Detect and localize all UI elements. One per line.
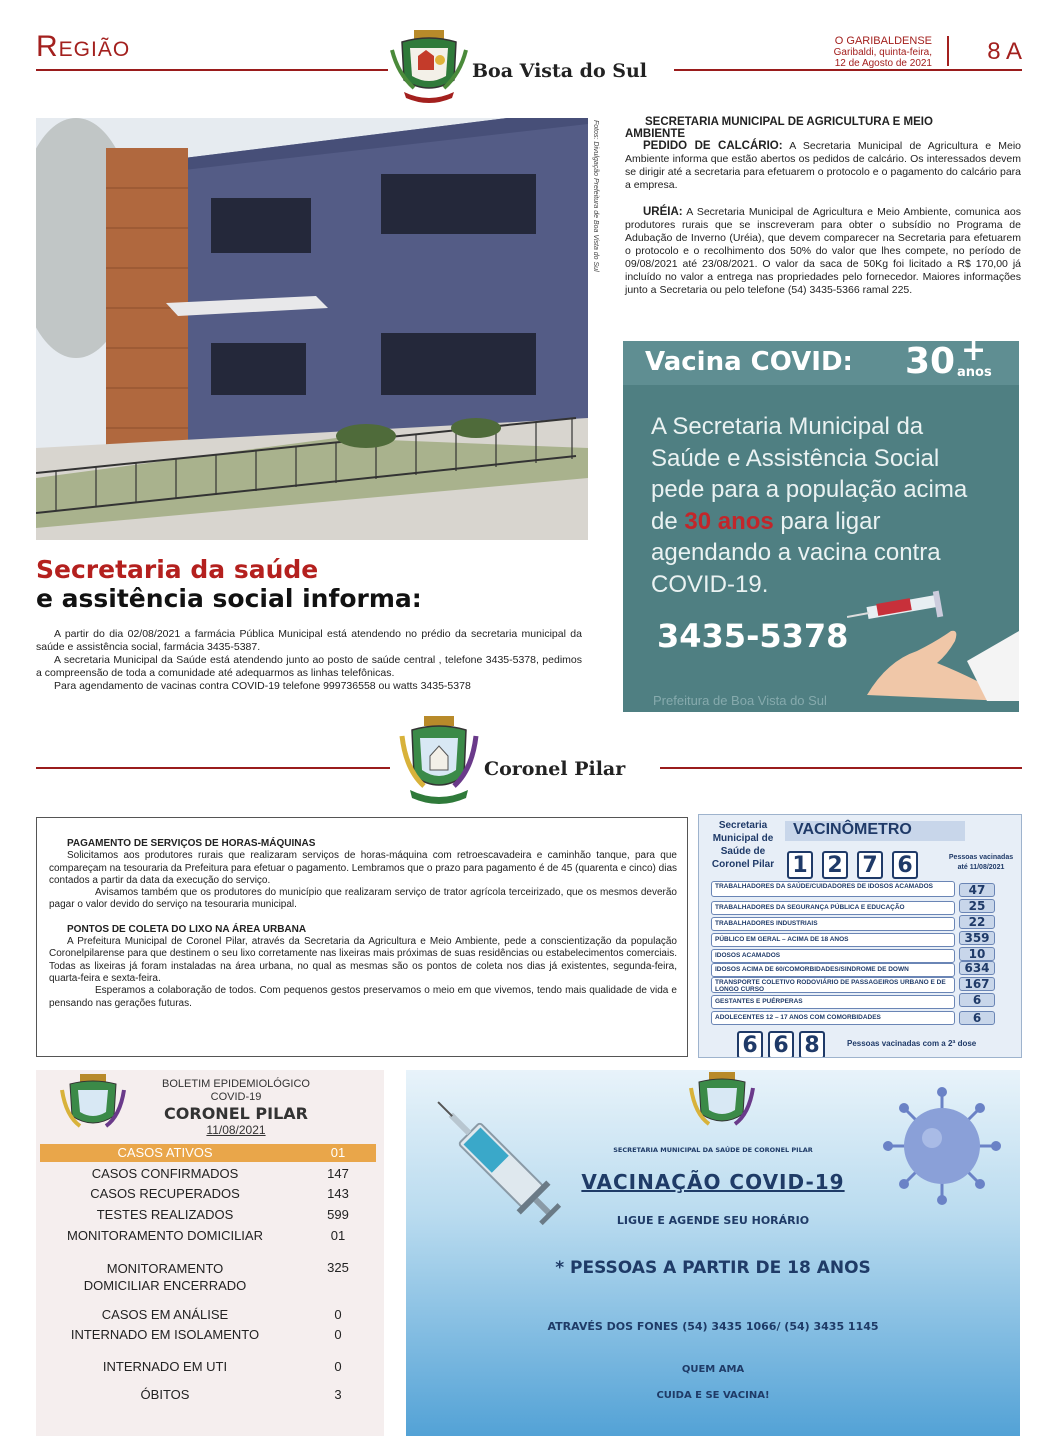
boletim-crest-icon	[58, 1074, 128, 1136]
saude-p2: A secretaria Municipal da Saúde está atendendo junto ao posto de saúde central , telefone 3435-5378, pedimos a compreensão de toda a comunidade até adequarmos as linhas telefônicas.	[36, 654, 582, 679]
paper-date-line-2: 12 de Agosto de 2021	[834, 58, 932, 69]
boletim-row-label: MONITORAMENTO DOMICILIAR	[67, 1228, 263, 1243]
boletim-row-value: 325	[327, 1260, 349, 1275]
boletim-row-label: INTERNADO EM ISOLAMENTO	[70, 1327, 260, 1342]
saude-p3: Para agendamento de vacinas contra COVID-19 telefone 999736558 ou watts 3435-5378	[54, 680, 471, 692]
vm-row-label: IDOSOS ACIMA DE 60/COMORBIDADES/SINDROME DE DOWN	[711, 963, 955, 977]
vm-org-2: Municipal de	[712, 833, 774, 844]
vm-second-digit: 6	[768, 1031, 794, 1058]
town-name-coronel-pilar: Coronel Pilar	[484, 758, 626, 780]
vm-org-1: Secretaria	[718, 820, 768, 831]
boletim-row-label: TESTES REALIZADOS	[96, 1207, 234, 1222]
vacina-ad-footer: Prefeitura de Boa Vista do Sul	[653, 693, 827, 708]
lixo-p1: A Prefeitura Municipal de Coronel Pilar, através da Secretaria da Agricultura e Meio Ambiente, pede a conscientização da população Coronelpilarense para que destinem o seu lixo corretamente nas lixeiras mais próximas de suas residências ou estabelecimentos comerciais. Todas as lixeiras já foram instaladas na área urbana, no qual as mesmas são os pontos de coleta nos dias já existentes, segunda-feira, quarta-feira e sexta-feira.	[49, 936, 677, 984]
vacina-ad-plus: +	[961, 341, 987, 368]
boletim-row-label: INTERNADO EM UTI	[102, 1359, 228, 1374]
vm-total-digit: 6	[892, 851, 918, 879]
agri-title-1: SECRETARIA MUNICIPAL DE AGRICULTURA E MEIO	[645, 116, 933, 128]
vm-row-label: IDOSOS ACAMADOS	[711, 949, 955, 963]
page-number: 8 A	[987, 38, 1022, 65]
ureia-text: A Secretaria Municipal de Agricultura e Meio Ambiente, comunica aos produtores rurais que se inscreveram para obter o subsídio no Programa de Adubação de Inverno (Uréia), que devem comparecer na Secretaria para efetuarem o protocolo e o recolhimento dos 50% do valor que lhes compete, no período de 09/08/2021 até 23/08/2021. O valor da saca de 50Kg foi licitado a R$ 170,00 já incluído no valor a entrega nas propriedades pelo fornecedor. Maiores informações junto a Secretaria ou pelo telefone (54) 3435-5366 ramal 225.	[625, 206, 1021, 296]
vacina-body-1: A Secretaria Municipal da Saúde e Assistência Social pede para a população acima de	[651, 413, 968, 535]
boletim-row-value: 01	[330, 1145, 346, 1160]
paper-info	[834, 36, 932, 69]
header-rule-left	[36, 69, 388, 71]
vm-total-digit: 1	[787, 851, 813, 879]
vacinacao-sub: LIGUE E AGENDE SEU HORÁRIO	[616, 1214, 810, 1227]
vm-second-digit: 8	[799, 1031, 825, 1058]
vm-row-value: 10	[959, 947, 995, 961]
boletim-row-value: 01	[330, 1228, 346, 1243]
building-photo	[36, 118, 588, 540]
vacinacao-covid-ad	[406, 1070, 1020, 1436]
town-name-boa-vista: Boa Vista do Sul	[472, 60, 648, 82]
vm-row-value: 167	[959, 977, 995, 991]
vm-row-value: 359	[959, 931, 995, 945]
paper-name: O GARIBALDENSE	[834, 35, 932, 47]
boletim-row-label: CASOS RECUPERADOS	[90, 1186, 240, 1201]
boletim-row-value: 147	[327, 1166, 349, 1181]
boletim-row-value: 599	[327, 1207, 349, 1222]
boletim-row-label: ÓBITOS	[140, 1387, 190, 1402]
vm-row-label: PÚBLICO EM GERAL – ACIMA DE 18 ANOS	[711, 933, 955, 947]
boletim-row-label: CASOS CONFIRMADOS	[91, 1166, 239, 1181]
vacina-ad-anos: anos	[957, 365, 992, 380]
vm-row-value: 6	[959, 993, 995, 1007]
agri-article	[625, 116, 1021, 297]
calcario-text: A Secretaria Municipal de Agricultura e Meio Ambiente informa que estão abertos os pedidos de calcário. Os interessados devem se dirigir até a secretaria para efetuarem o protocolo e o pagamento do calcário para a empresa.	[625, 140, 1022, 191]
boletim-row-value: 0	[334, 1307, 342, 1322]
boletim-row-value: 0	[334, 1327, 342, 1342]
vm-row-value: 47	[959, 883, 995, 897]
vacinacao-org: SECRETARIA MUNICIPAL DA SAÚDE DE CORONEL PILAR	[613, 1146, 813, 1154]
boletim-date: 11/08/2021	[206, 1123, 266, 1137]
vm-org-3: Saúde de	[720, 846, 766, 857]
photo-credit: Fotos: Divulgação Prefeitura de Boa Vista do Sul	[592, 120, 599, 272]
vacina-ad-title: Vacina COVID:	[645, 347, 853, 377]
header-rule-right	[674, 69, 1022, 71]
vm-total-digit: 7	[857, 851, 883, 879]
coronel-rule-left	[36, 767, 390, 769]
saude-headline-1: Secretaria da saúde	[36, 555, 319, 584]
vacina-ad-age: 30	[905, 341, 956, 382]
paper-date-line-1: Garibaldi, quinta-feira,	[833, 47, 932, 58]
vacinacao-phones: ATRAVÉS DOS FONES (54) 3435 1066/ (54) 3435 1145	[547, 1320, 879, 1333]
boletim-epidemiologico	[36, 1070, 384, 1436]
vm-second-digits	[737, 1031, 825, 1058]
ureia-lead: URÉIA:	[643, 206, 683, 218]
section-title: Região	[36, 30, 131, 63]
coronel-pilar-crest-icon	[396, 716, 482, 808]
boletim-title-1: BOLETIM EPIDEMIOLÓGICO	[162, 1078, 310, 1090]
vm-row-value: 22	[959, 915, 995, 929]
vacinacao-crest-icon	[688, 1072, 756, 1134]
vm-org-4: Coronel Pilar	[711, 859, 775, 870]
vm-org	[705, 819, 781, 871]
saude-article-body	[36, 628, 582, 693]
vacinometro-panel	[698, 814, 1022, 1058]
vm-total-label	[939, 853, 1022, 873]
vacinacao-age: * PESSOAS A PARTIR DE 18 ANOS	[555, 1258, 871, 1278]
coronel-notices-box	[36, 817, 688, 1057]
vm-row-label: ADOLECENTES 12 – 17 ANOS COM COMORBIDADES	[711, 1011, 955, 1025]
vacina-body-highlight: 30 anos	[684, 507, 774, 535]
vacinacao-slogan-1: QUEM AMA	[681, 1364, 745, 1375]
vm-row-label: TRANSPORTE COLETIVO RODOVIÁRIO DE PASSAGEIROS URBANO E DE LONGO CURSO	[711, 977, 955, 993]
vacina-ad-phone: 3435-5378	[657, 617, 849, 655]
lixo-p2: Esperamos a colaboração de todos. Com pequenos gestos preservamos o meio em que vivemos, tendo mais qualidade de vida e pensando nas gerações futuras.	[49, 985, 677, 1009]
agri-title-2: AMBIENTE	[625, 128, 686, 140]
vm-row-value: 634	[959, 961, 995, 975]
boletim-row-label: CASOS ATIVOS	[117, 1145, 213, 1160]
boletim-row-value: 0	[334, 1359, 342, 1374]
saude-p1: A partir do dia 02/08/2021 a farmácia Pública Municipal está atendendo no prédio da secretaria municipal da saúde e assistência social, farmácia 3435-5387.	[36, 628, 582, 653]
horas-title: PAGAMENTO DE SERVIÇOS DE HORAS-MÁQUINAS	[67, 838, 316, 849]
vm-total-label-1: Pessoas vacinadas	[948, 854, 1014, 861]
boletim-title-2: COVID-19	[210, 1091, 262, 1103]
vacina-covid-ad	[623, 341, 1019, 712]
syringe-hand-icon	[847, 571, 1019, 701]
horas-p2: Avisamos também que os produtores do município que realizaram serviço de trator agrícola terceirizado, que os mesmos deverão pagar o valor devido do serviço na tesouraria municipal.	[49, 887, 677, 911]
vm-row-label: TRABALHADORES DA SEGURANÇA PÚBLICA E EDUCAÇÃO	[711, 901, 955, 915]
vm-second-digit: 6	[737, 1031, 763, 1058]
saude-headline-2: e assitência social informa:	[36, 584, 422, 613]
vm-second-label: Pessoas vacinadas com a 2ª dose	[847, 1039, 977, 1048]
boletim-row-value: 143	[327, 1186, 349, 1201]
vm-row-label: TRABALHADORES INDUSTRIAIS	[711, 917, 955, 931]
horas-p1: Solicitamos aos produtores rurais que realizaram serviços de horas-máquina com retroescavadeira e caminhão tanque, para que compareçam na tesouraria da Prefeitura para efetuar o pagamento. Lembramos que o prazo para pagamento é de 45 (quarenta e cinco) dias contados a partir da data da execução do serviço.	[49, 850, 677, 886]
vm-row-value: 6	[959, 1011, 995, 1025]
vacinacao-slogan-2: CUIDA E SE VACINA!	[656, 1390, 770, 1401]
vm-row-label: TRABALHADORES DA SAÚDE/CUIDADORES DE IDOSOS ACAMADOS	[711, 881, 955, 897]
vm-total-digits	[787, 851, 918, 879]
boletim-row-label: CASOS EM ANÁLISE	[101, 1307, 229, 1322]
coronel-notices-text	[49, 838, 677, 1010]
boletim-town: CORONEL PILAR	[164, 1104, 308, 1123]
vacinacao-title: VACINAÇÃO COVID-19	[581, 1170, 845, 1194]
boletim-title	[136, 1078, 336, 1137]
calcario-lead: PEDIDO DE CALCÁRIO:	[643, 140, 783, 152]
coronel-rule-right	[660, 767, 1022, 769]
vm-total-digit: 2	[822, 851, 848, 879]
page-divider	[947, 36, 949, 66]
boletim-row-value: 3	[334, 1387, 342, 1402]
vacina-body-2: para ligar agendando a vacina contra COVID-19.	[651, 507, 941, 598]
boa-vista-crest-icon	[388, 30, 470, 104]
vm-total-label-2: até 11/08/2021	[957, 864, 1005, 871]
vm-title: VACINÔMETRO	[785, 821, 965, 841]
lixo-title: PONTOS DE COLETA DO LIXO NA ÁREA URBANA	[67, 923, 307, 935]
vm-row-value: 25	[959, 899, 995, 913]
vm-row-label: GESTANTES E PUÉRPERAS	[711, 995, 955, 1009]
boletim-row-label: MONITORAMENTO DOMICILIAR ENCERRADO	[83, 1261, 247, 1293]
